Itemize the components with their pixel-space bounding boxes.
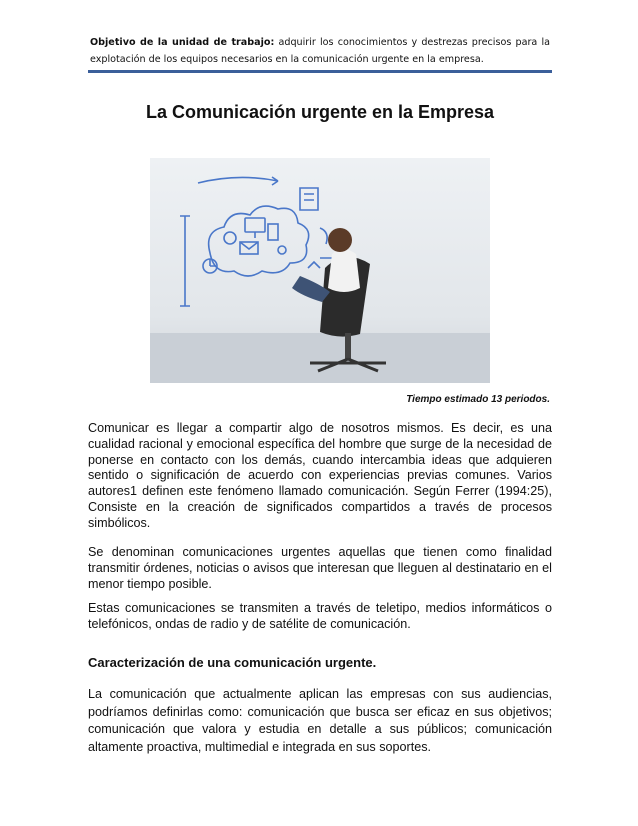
page-title: La Comunicación urgente en la Empresa (145, 102, 495, 122)
header-label: Objetivo de la unidad de trabajo: (90, 37, 275, 48)
header-text: adquirir los conocimientos y destrezas precisos para la explotación de los equipos necesarios en la comunicación urgente en la empresa. (90, 37, 550, 65)
paragraph-1: Comunicar es llegar a compartir algo de nosotros mismos. Es decir, es una cualidad racional y emocional específica del hombre que surge de la necesidad de ponerse en contacto con los demás, cuando intercambia ideas que adquieren sentido o significación de acuerdo con experiencias previas comunes. Varios autores1 definen este fenómeno llamado comunicación. Según Ferrer (1994:25), Consiste en la creación de significados compartidos a través de procesos simbólicos. (88, 421, 552, 530)
section-subtitle: Caracterización de una comunicación urgente. (88, 655, 377, 670)
paragraph-4: La comunicación que actualmente aplican las empresas con sus audiencias, podríamos definirlas como: comunicación que busca ser eficaz en sus objetivos; comunicación que valora y estudia en detalle a sus públicos; comunicación altamente proactiva, multimedial e integrada en sus soportes. (88, 687, 552, 754)
estimated-time: Tiempo estimado 13 periodos. (406, 394, 550, 405)
header-divider (88, 70, 552, 73)
page-header (90, 34, 550, 68)
hero-image (150, 158, 490, 383)
paragraph-3: Estas comunicaciones se transmiten a través de teletipo, medios informáticos o telefónicos, ondas de radio y de satélite de comunicación. (88, 601, 552, 631)
paragraph-2: Se denominan comunicaciones urgentes aquellas que tienen como finalidad transmitir órdenes, noticias o avisos que interesan que lleguen al destinatario en el menor tiempo posible. (88, 545, 552, 591)
